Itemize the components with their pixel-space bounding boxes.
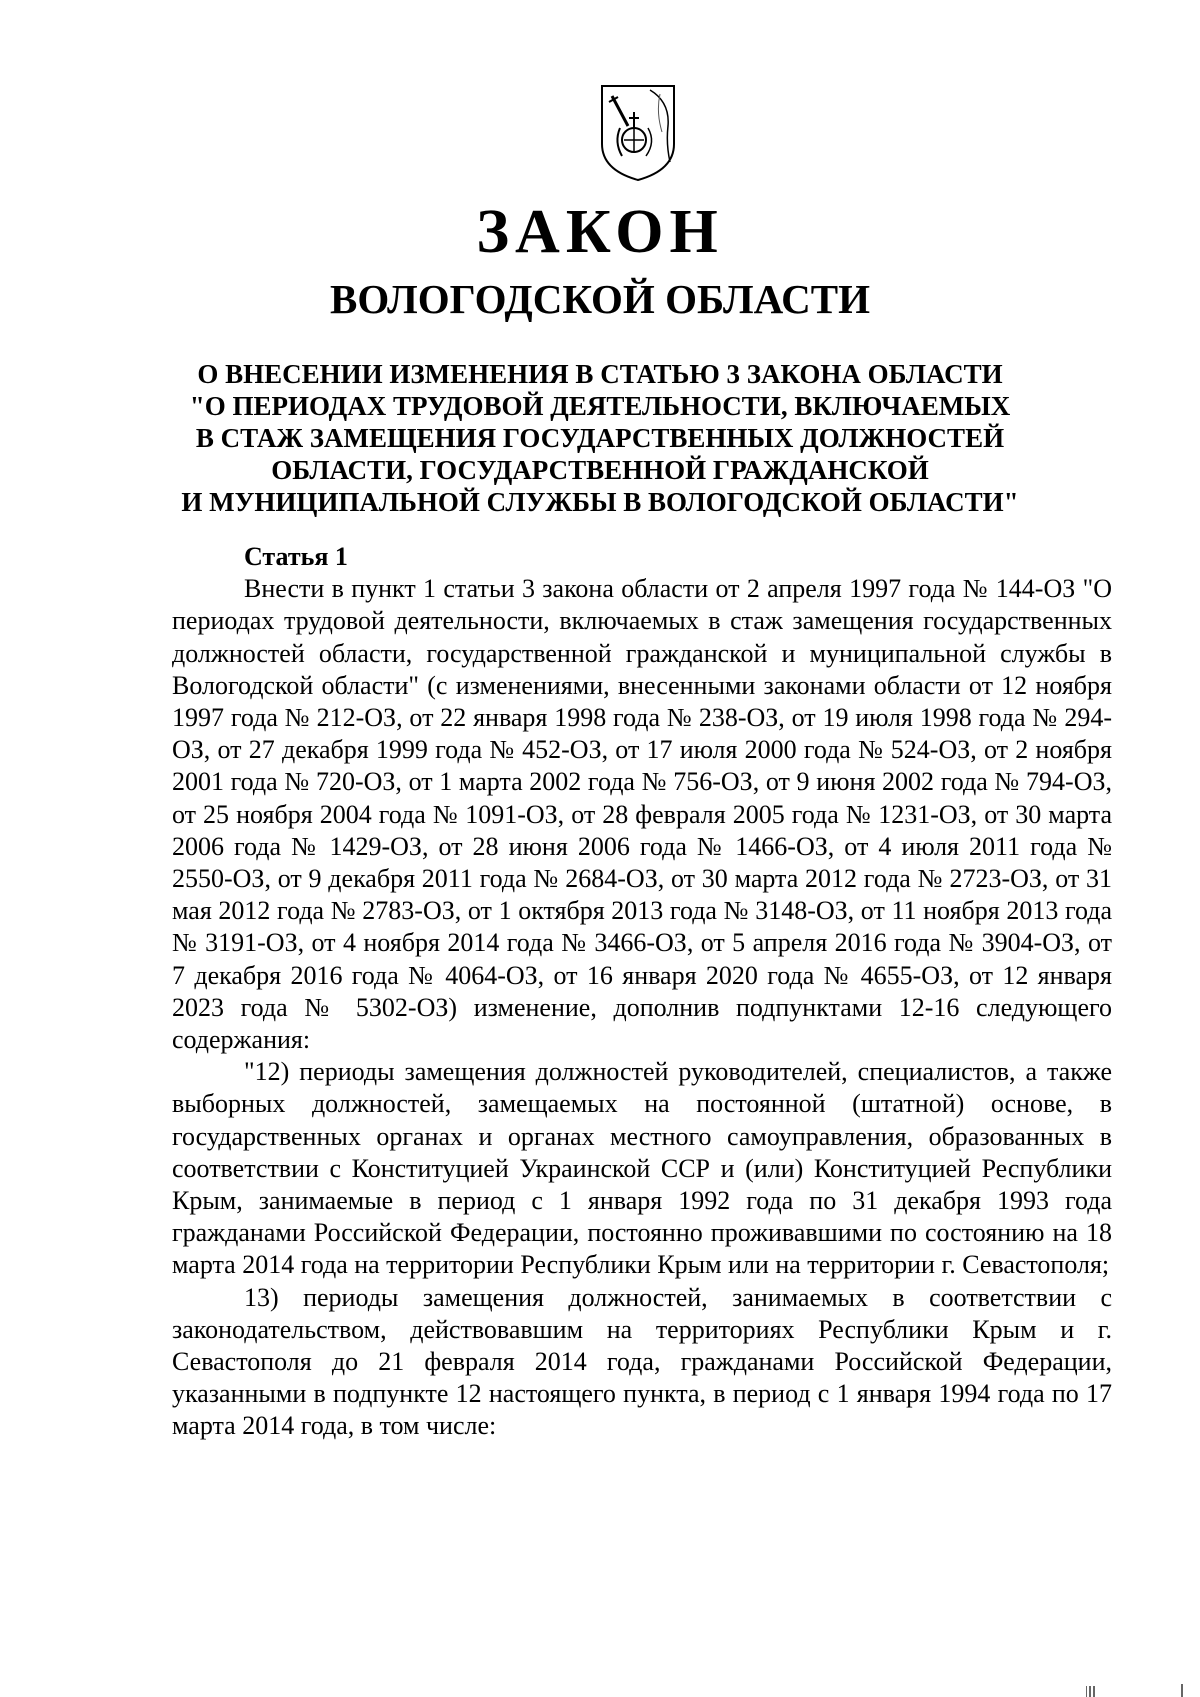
law-heading-line: И МУНИЦИПАЛЬНОЙ СЛУЖБЫ В ВОЛОГОДСКОЙ ОБЛАСТИ" <box>181 487 1019 517</box>
law-heading-line: ОБЛАСТИ, ГОСУДАРСТВЕННОЙ ГРАЖДАНСКОЙ <box>271 455 929 485</box>
article-title: Статья 1 <box>244 542 348 571</box>
law-body <box>172 541 1112 1443</box>
law-heading-line: "О ПЕРИОДАХ ТРУДОВОЙ ДЕЯТЕЛЬНОСТИ, ВКЛЮЧАЕМЫХ <box>189 391 1011 421</box>
law-title: ЗАКОН <box>476 198 724 266</box>
law-heading-line: В СТАЖ ЗАМЕЩЕНИЯ ГОСУДАРСТВЕННЫХ ДОЛЖНОСТЕЙ <box>195 423 1005 453</box>
law-region: ВОЛОГОДСКОЙ ОБЛАСТИ <box>329 276 871 322</box>
scan-marks-decoration <box>1086 1680 1186 1697</box>
article-paragraph: "12) периоды замещения должностей руководителей, специалистов, а также выборных должностей, замещаемых на постоянной (штатной) основе, в государственных органах и органах местного самоуправления, образованных в соответствии с Конституцией Украинской ССР и (или) Конституцией Республики Крым, занимаемые в период с 1 января 1992 года по 31 декабря 1993 года гражданами Российской Федерации, постоянно проживавшими по состоянию на 18 марта 2014 года на территории Республики Крым или на территории г. Севастополя; <box>172 1057 1112 1280</box>
article-paragraph: 13) периоды замещения должностей, занимаемых в соответствии с законодательством, действовавшим на территориях Республики Крым и г. Севастополя до 21 февраля 2014 года, гражданами Российской Федерации, указанными в подпункте 12 настоящего пункта, в период с 1 января 1994 года по 17 марта 2014 года, в том числе: <box>172 1282 1112 1441</box>
coat-of-arms-icon <box>598 82 678 182</box>
law-heading <box>150 358 1050 518</box>
article-paragraph: Внести в пункт 1 статьи 3 закона области от 2 апреля 1997 года № 144-ОЗ "О периодах трудовой деятельности, включаемых в стаж замещения государственных должностей области, государственной гражданской и муниципальной службы в Вологодской области" (с изменениями, внесенными законами области от 12 ноября 1997 года № 212-ОЗ, от 22 января 1998 года № 238-ОЗ, от 19 июля 1998 года № 294-ОЗ, от 27 декабря 1999 года № 452-ОЗ, от 17 июля 2000 года № 524-ОЗ, от 2 ноября 2001 года № 720-ОЗ, от 1 марта 2002 года № 756-ОЗ, от 9 июня 2002 года № 794-ОЗ, от 25 ноября 2004 года № 1091-ОЗ, от 28 февраля 2005 года № 1231-ОЗ, от 30 марта 2006 года № 1429-ОЗ, от 28 июня 2006 года № 1466-ОЗ, от 4 июля 2011 года № 2550-ОЗ, от 9 декабря 2011 года № 2684-ОЗ, от 30 марта 2012 года № 2723-ОЗ, от 31 мая 2012 года № 2783-ОЗ, от 1 октября 2013 года № 3148-ОЗ, от 11 ноября 2013 года № 3191-ОЗ, от 4 ноября 2014 года № 3466-ОЗ, от 5 апреля 2016 года № 3904-ОЗ, от 7 декабря 2016 года № 4064-ОЗ, от 16 января 2020 года № 4655-ОЗ, от 12 января 2023 года № 5302-ОЗ) изменение, дополнив подпунктами 12-16 следующего содержания: <box>172 574 1112 1055</box>
law-heading-line: О ВНЕСЕНИИ ИЗМЕНЕНИЯ В СТАТЬЮ 3 ЗАКОНА ОБЛАСТИ <box>197 359 1003 389</box>
